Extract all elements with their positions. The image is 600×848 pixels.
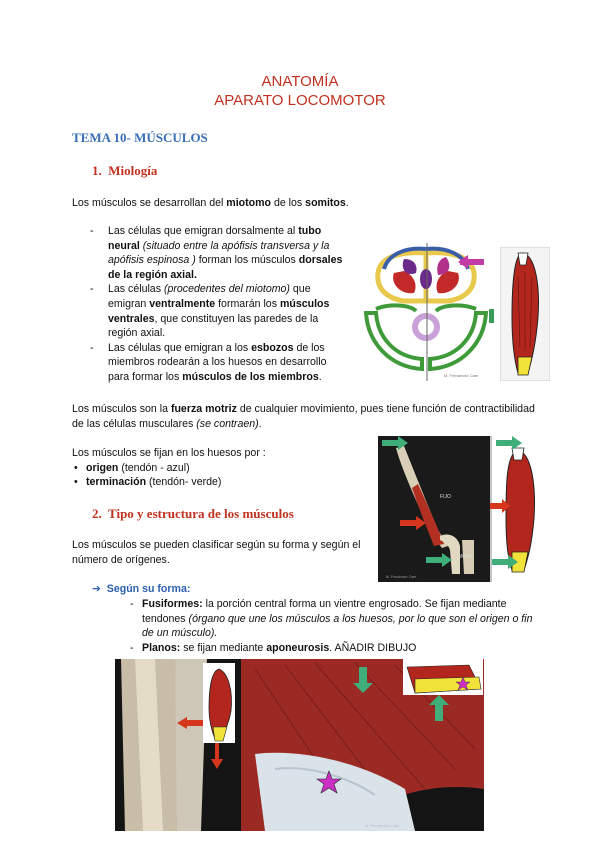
title-line-1: ANATOMÍA (261, 73, 339, 90)
fijan-section (72, 446, 372, 490)
photo-credit: M. Fernández Caer (386, 575, 417, 579)
section-2-heading (92, 506, 294, 522)
title-line-2: APARATO LOCOMOTOR (214, 92, 386, 109)
forma-heading: ➔ Según su forma: (92, 583, 191, 595)
list-item: - Las células que emigran dorsalmente al tubo neural (situado entre la apófisis transversa y la apófisis espinosa ) forman los músculos dorsales de la región axial. (86, 224, 348, 282)
clasificar-paragraph: Los músculos se pueden clasificar según su forma y según el número de orígenes. (72, 539, 361, 566)
list-item: - Fusiformes: la porción central forma un vientre engrosado. Se fijan mediante tendones (órgano que une los músculos a los huesos, por lo que son el origen o fin de un músculo). (130, 597, 540, 641)
movil-label: MÓVIL (458, 554, 474, 560)
bottom-photo-credit: M. Fernández Caer (365, 823, 400, 828)
page-title (0, 72, 600, 110)
fusiform-muscle-drawing (500, 247, 550, 381)
intro-paragraph: Los músculos se desarrollan del miotomo de los somitos. (72, 197, 349, 209)
fuerza-paragraph: Los músculos son la fuerza motriz de cualquier movimiento, pues tiene función de contractibilidad de las células musculares (se contraen). (72, 403, 535, 430)
tema-heading: TEMA 10- MÚSCULOS (72, 130, 208, 145)
list-item: - Las células (procedentes del miotomo) que emigran ventralmente formarán los músculos ventrales, que constituyen las paredes de la región axial. (86, 282, 348, 340)
fijo-label: FIJO (440, 494, 451, 500)
bullet-list (86, 224, 348, 385)
arrow-right-icon: ➔ (92, 583, 101, 595)
section-1-heading (92, 163, 157, 179)
section-1-title: Miología (108, 163, 158, 178)
fijan-intro: Los músculos se fijan en los huesos por : (72, 447, 266, 459)
list-item: • terminación (tendón- verde) (58, 475, 372, 490)
limb-photo (378, 436, 548, 582)
embryo-section-diagram (360, 243, 494, 381)
flat-muscle-photo (115, 659, 484, 831)
section-2-number: 2. (92, 506, 102, 521)
list-item: - Planos: se fijan mediante aponeurosis. AÑADIR DIBUJO (130, 641, 540, 656)
forma-list (130, 597, 540, 655)
diagram-credit: M. Fernández Caer (444, 373, 479, 378)
list-item: • origen (tendón - azul) (58, 461, 372, 476)
list-item: - Las células que emigran a los esbozos de los miembros rodearán a los huesos en desarrollo para formar los músculos de los miembros. (86, 341, 348, 385)
section-1-number: 1. (92, 163, 102, 178)
section-2-title: Tipo y estructura de los músculos (108, 506, 294, 521)
